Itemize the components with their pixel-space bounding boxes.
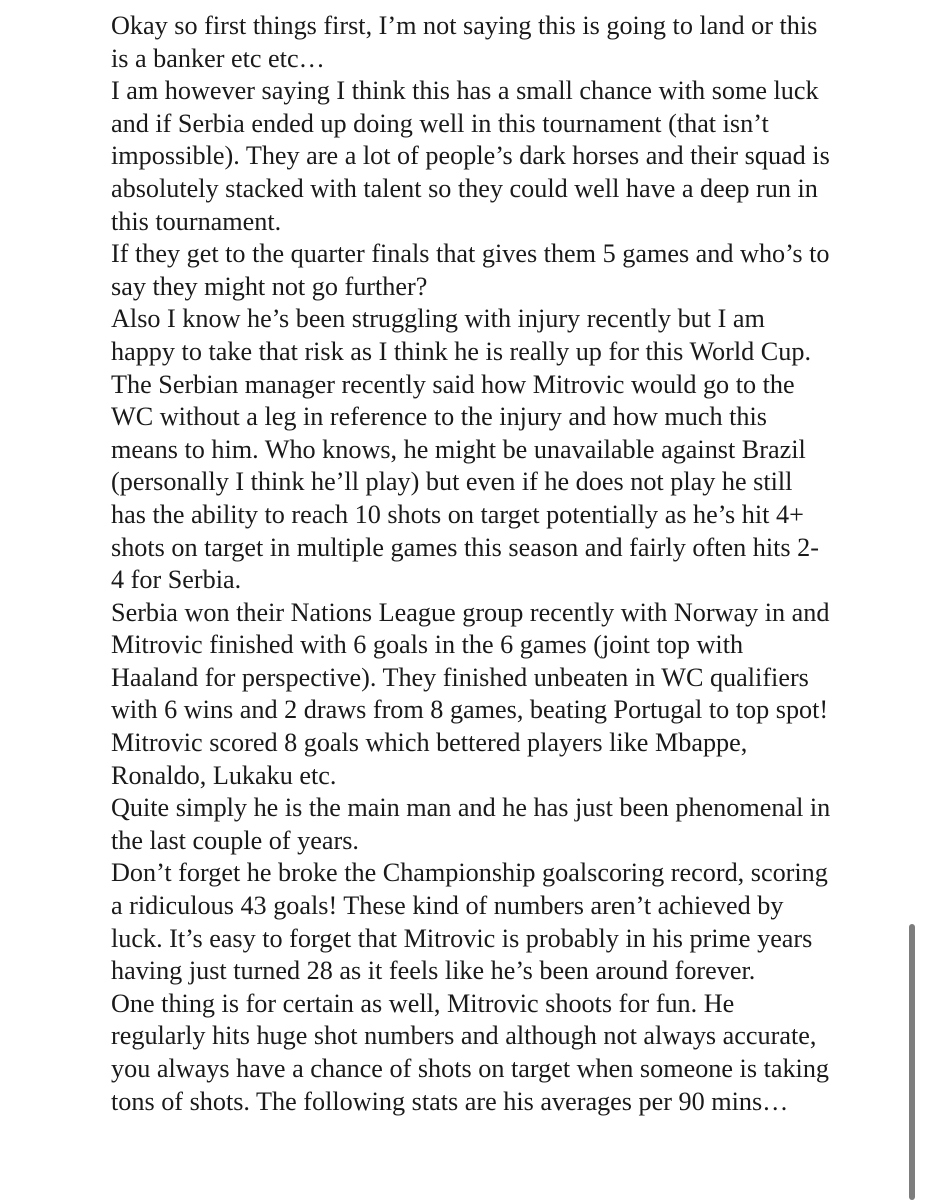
note-body[interactable]: [111, 10, 831, 1118]
note-paragraph: Don’t forget he broke the Championship goalscoring record, scoring a ridiculous 43 goals! These kind of numbers aren’t achieved by luck. It’s easy to forget that Mitrovic is probably in his prime years having just turned 28 as it feels like he’s been around forever.: [111, 858, 828, 986]
note-paragraph: Okay so first things first, I’m not saying this is going to land or this is a banker etc etc…: [111, 11, 818, 73]
note-paragraph: Quite simply he is the main man and he has just been phenomenal in the last couple of years.: [111, 793, 831, 855]
note-paragraph: I am however saying I think this has a small chance with some luck and if Serbia ended up doing well in this tournament (that isn’t impossible). They are a lot of people’s dark horses and their squad is absolutely stacked with talent so they could well have a deep run in this tournament.: [111, 76, 830, 236]
vertical-scrollbar[interactable]: [909, 924, 915, 1200]
note-paragraph: One thing is for certain as well, Mitrovic shoots for fun. He regularly hits huge shot numbers and although not always accurate, you always have a chance of shots on target when someone is taking tons of shots. The following stats are his averages per 90 mins…: [111, 988, 830, 1116]
note-paragraph: If they get to the quarter finals that gives them 5 games and who’s to say they might not go further?: [111, 239, 830, 301]
note-paragraph: Serbia won their Nations League group recently with Norway in and Mitrovic finished with 6 goals in the 6 games (joint top with Haaland for perspective). They finished unbeaten in WC qualifiers with 6 wins and 2 draws from 8 games, beating Portugal to top spot! Mitrovic scored 8 goals which bettered players like Mbappe, Ronaldo, Lukaku etc.: [111, 597, 830, 790]
note-paragraph: Also I know he’s been struggling with injury recently but I am happy to take that risk as I think he is really up for this World Cup. The Serbian manager recently said how Mitrovic would go to the WC without a leg in reference to the injury and how much this means to him. Who knows, he might be unavailable against Brazil (personally I think he’ll play) but even if he does not play he still has the ability to reach 10 shots on target potentially as he’s hit 4+ shots on target in multiple games this season and fairly often hits 2-4 for Serbia.: [111, 304, 819, 595]
